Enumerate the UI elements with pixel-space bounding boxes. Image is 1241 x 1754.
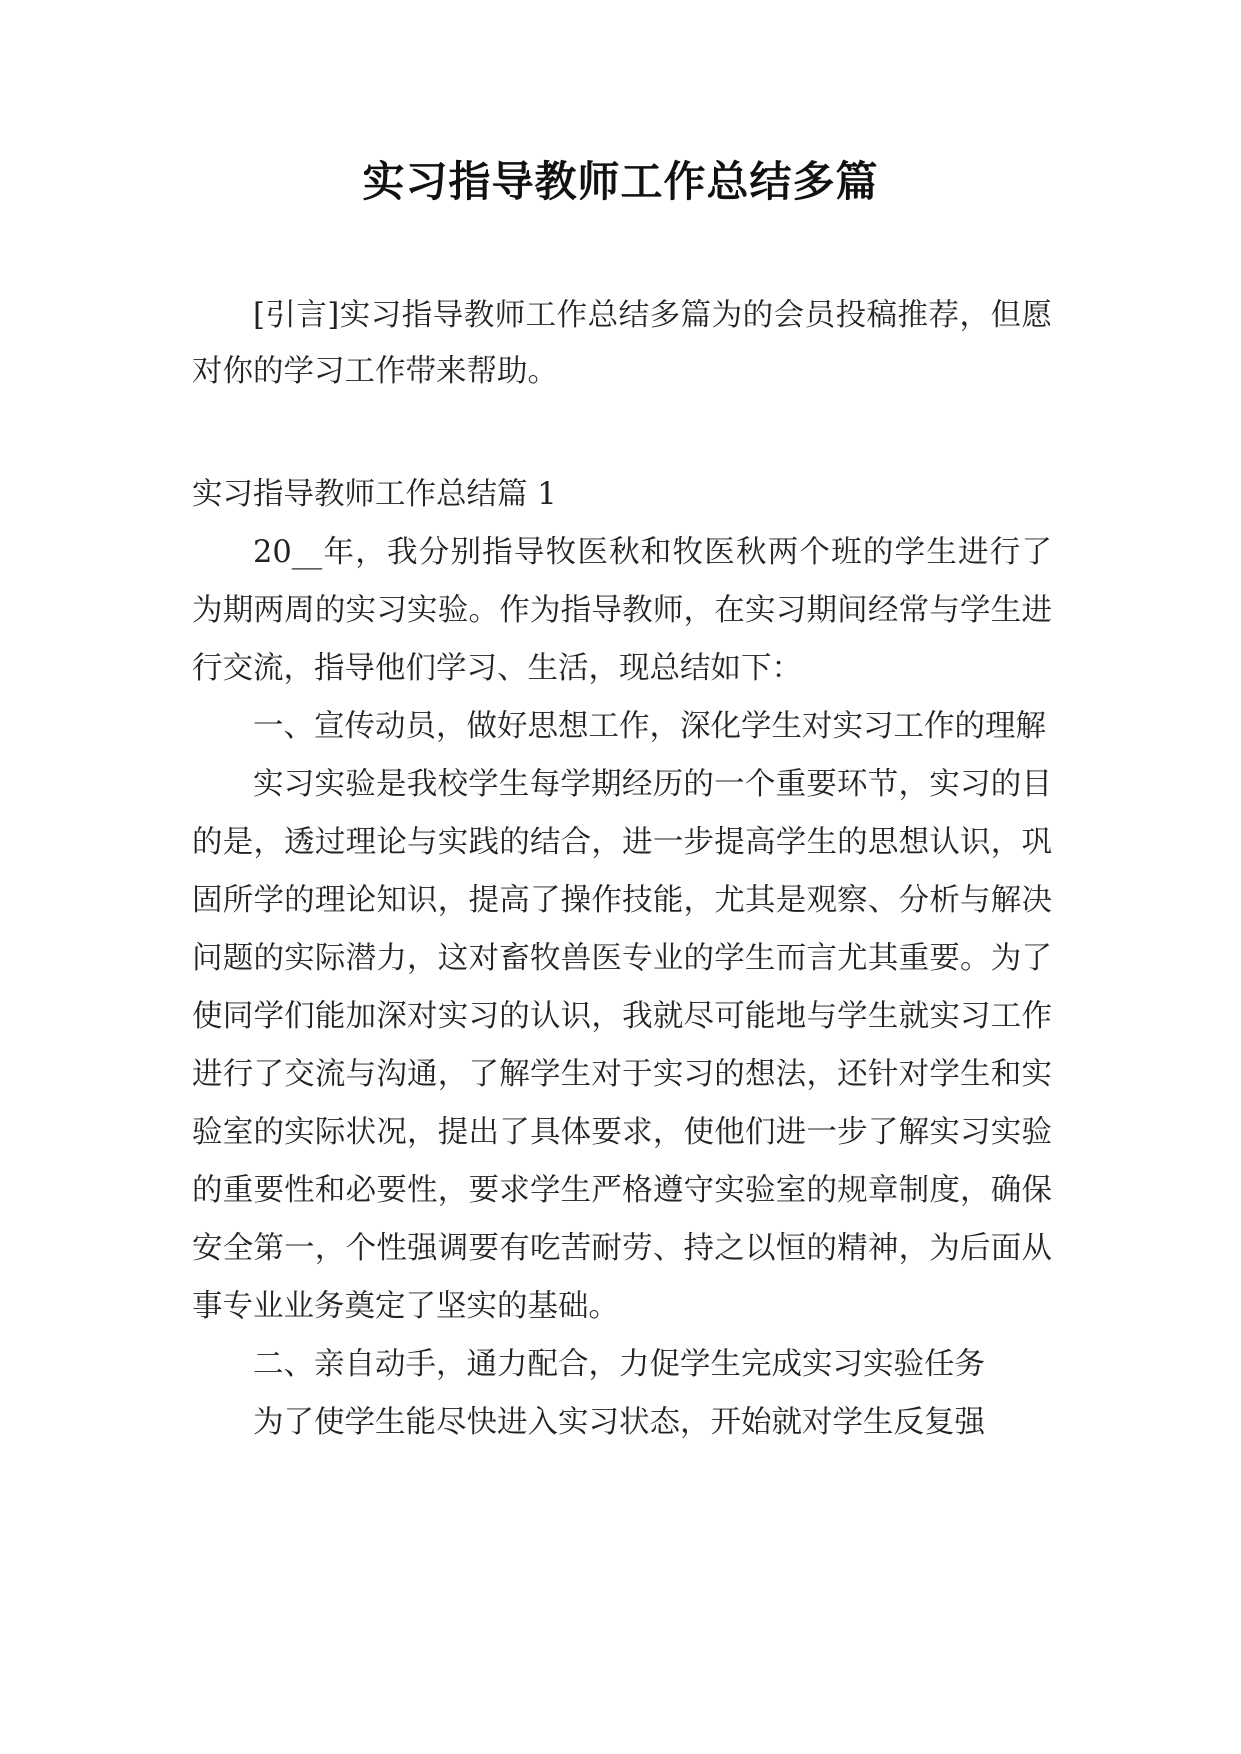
paragraph-2: 实习实验是我校学生每学期经历的一个重要环节，实习的目的是，透过理论与实践的结合，进一步提高学生的思想认识，巩固所学的理论知识，提高了操作技能，尤其是观察、分析与解决问题的实际潜力，这对畜牧兽医专业的学生而言尤其重要。为了使同学们能加深对实习的认识，我就尽可能地与学生就实习工作进行了交流与沟通，了解学生对于实习的想法，还针对学生和实验室的实际状况，提出了具体要求，使他们进一步了解实习实验的重要性和必要性，要求学生严格遵守实验室的规章制度，确保安全第一，个性强调要有吃苦耐劳、持之以恒的精神，为后面从事专业业务奠定了坚实的基础。 [192, 767, 1052, 1324]
section-body [192, 524, 1052, 1452]
intro-paragraph: [引言]实习指导教师工作总结多篇为的会员投稿推荐，但愿对你的学习工作带来帮助。 [192, 298, 1052, 389]
section-heading: 实习指导教师工作总结篇 1 [192, 477, 557, 512]
paragraph-3: 为了使学生能尽快进入实习状态，开始就对学生反复强 [253, 1405, 985, 1440]
paragraph-1: 20__年，我分别指导牧医秋和牧医秋两个班的学生进行了为期两周的实习实验。作为指导教师，在实习期间经常与学生进行交流，指导他们学习、生活，现总结如下： [192, 535, 1052, 686]
document-title: 实习指导教师工作总结多篇 [362, 157, 879, 206]
subheading-1: 一、宣传动员，做好思想工作，深化学生对实习工作的理解 [253, 709, 1046, 744]
intro-block [192, 288, 1052, 400]
subheading-2: 二、亲自动手，通力配合，力促学生完成实习实验任务 [253, 1347, 985, 1382]
